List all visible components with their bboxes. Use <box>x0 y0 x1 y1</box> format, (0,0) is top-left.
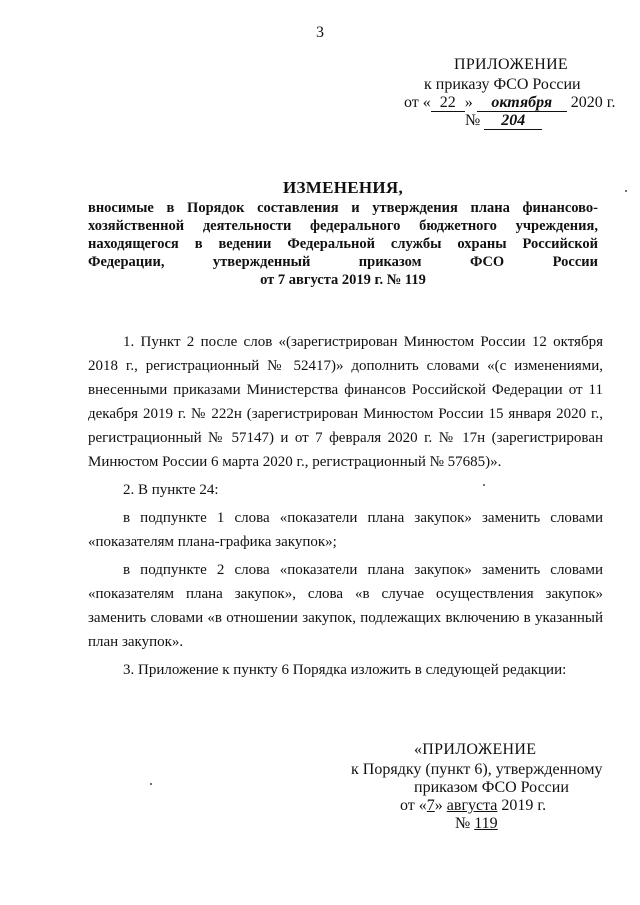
appendix-title: ПРИЛОЖЕНИЕ <box>454 56 569 73</box>
quoted-date-mid: » <box>434 797 443 814</box>
subheading-line: находящегося в ведении Федеральной службы охраны <box>88 236 507 252</box>
appendix-date <box>404 93 616 113</box>
appendix-number <box>465 111 542 131</box>
appendix-order-ref: к приказу ФСО России <box>424 76 581 93</box>
paragraph-2-sub-2: в подпункте 2 слова «показатели плана закупок» заменить словами «показателям плана закупок», слова «в случае осуществления закупок» заменить словами «в отношении закупок, подлежащих включению в указанный план закупок». <box>88 562 603 650</box>
date-day: 22 <box>431 95 465 112</box>
paragraph-3: 3. Приложение к пункту 6 Порядка изложить в следующей редакции: <box>123 662 567 678</box>
date-year: 2020 г. <box>570 94 616 111</box>
date-prefix: от « <box>404 94 431 111</box>
scan-speck <box>150 783 152 785</box>
document-body <box>88 330 603 686</box>
quoted-appendix-order: приказом ФСО России <box>414 779 569 796</box>
quoted-number-prefix: № <box>455 815 471 832</box>
quoted-appendix-number <box>455 815 498 833</box>
date-month: октября <box>477 95 567 112</box>
document-subheading <box>88 199 598 289</box>
scan-speck <box>483 484 485 486</box>
quoted-appendix-ref: к Порядку (пункт 6), утвержденному <box>351 761 603 778</box>
quoted-number-value: 119 <box>474 815 498 832</box>
subheading-line: хозяйственной деятельности федерального бюджетного учреждения, <box>88 218 598 234</box>
scan-speck <box>625 190 627 192</box>
paragraph-2: 2. В пункте 24: <box>123 482 219 498</box>
quoted-date-prefix: от « <box>400 797 427 814</box>
subheading-line: вносимые в Порядок составления и утверждения плана финансово- <box>88 200 598 216</box>
number-value: 204 <box>484 113 542 130</box>
quoted-date-year: 2019 г. <box>501 797 547 814</box>
paragraph-1: 1. Пункт 2 после слов «(зарегистрирован Минюстом России 12 октября 2018 г., регистрационный № 52417)» дополнить словами «(с изменениями, внесенными приказами Министерства финансов Российской Федерации от 11 декабря 2019 г. № 222н (зарегистрирован Минюстом России 15 января 2020 г., регистрационный № 57147) и от 7 февраля 2020 г. № 17н (зарегистрирован Минюстом России 6 марта 2020 г., регистрационный № 57685)». <box>88 334 603 470</box>
quoted-appendix-title: «ПРИЛОЖЕНИЕ <box>414 741 537 758</box>
quoted-appendix-date <box>400 797 546 815</box>
subheading-line: от 7 августа 2019 г. № 119 <box>260 272 426 288</box>
quoted-date-month: августа <box>446 797 498 814</box>
subheading-line: Российской Федерации, утвержденный приказом ФСО России <box>88 236 599 270</box>
date-mid: » <box>464 94 473 111</box>
paragraph-2-sub-1: в подпункте 1 слова «показатели плана закупок» заменить словами «показателям плана-графика закупок»; <box>88 510 603 550</box>
number-prefix: № <box>465 112 481 129</box>
quoted-date-day: 7 <box>426 797 435 814</box>
document-heading: ИЗМЕНЕНИЯ, <box>282 178 404 197</box>
page-number: 3 <box>316 24 324 41</box>
